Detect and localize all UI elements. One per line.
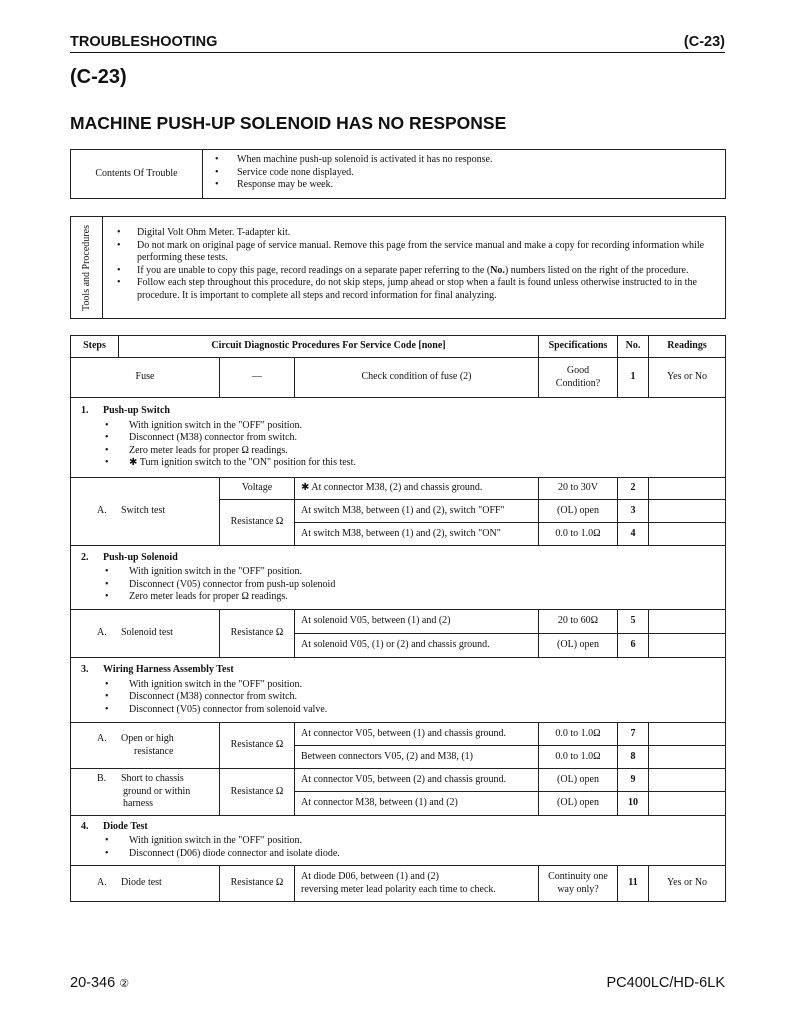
reading-cell <box>649 769 726 792</box>
no-cell: 3 <box>618 500 649 523</box>
list-item: • Disconnect (V05) connector from push-up solenoid <box>77 579 719 592</box>
fuse-reading: Yes or No <box>649 358 726 398</box>
voltage-label: Voltage <box>220 478 295 500</box>
section-push-up-solenoid: 2. Push-up Solenoid • With ignition switch in the "OFF" position. • Disconnect (V05) connector from push-up solenoid • Zero meter leads for proper Ω readings. <box>71 546 726 610</box>
star-icon: ✱ <box>129 457 138 469</box>
list-item: • Do not mark on original page of service manual. Remove this page from the service manual and make a copy for recording information while performing these tests. <box>111 240 719 265</box>
open-high-resistance-label: A. Open or high resistance <box>71 723 220 769</box>
star-icon: ✱ <box>301 482 310 494</box>
section-row <box>71 816 726 866</box>
tools-list <box>111 227 719 302</box>
procedure-cell: At switch M38, between (1) and (2), switch "ON" <box>295 523 539 546</box>
procedure-cell: At diode D06, between (1) and (2) reversing meter lead polarity each time to check. <box>295 866 539 902</box>
footer-model: PC400LC/HD-6LK <box>606 975 725 991</box>
solenoid-test-label: A. Solenoid test <box>71 610 220 658</box>
list-item: • Disconnect (D06) diode connector and isolate diode. <box>77 848 719 861</box>
reading-cell <box>649 610 726 634</box>
contents-label: Contents Of Trouble <box>71 150 203 198</box>
list-item: • Service code none displayed. <box>209 167 493 180</box>
fuse-name: Fuse <box>71 358 220 398</box>
col-header-spec: Specifications <box>539 336 618 358</box>
short-to-chassis-label: B. Short to chassis ground or within harness <box>71 769 220 816</box>
col-header-no: No. <box>618 336 649 358</box>
no-cell: 10 <box>618 792 649 816</box>
fuse-dash: — <box>220 358 295 398</box>
spec-cell: (OL) open <box>539 769 618 792</box>
section-diode-test: 4. Diode Test • With ignition switch in the "OFF" position. • Disconnect (D06) diode connector and isolate diode. <box>71 816 726 866</box>
list-item: • Disconnect (M38) connector from switch. <box>77 691 719 704</box>
list-item: • ✱ Turn ignition switch to the "ON" position for this test. <box>77 457 719 470</box>
list-item: • If you are unable to copy this page, record readings on a separate paper referring to the (No.) numbers listed on the right of the procedure. <box>111 265 719 278</box>
no-cell: 5 <box>618 610 649 634</box>
contents-list <box>209 154 493 192</box>
no-cell: 11 <box>618 866 649 902</box>
fuse-spec: Good Condition? <box>539 358 618 398</box>
section-wiring-harness: 3. Wiring Harness Assembly Test • With ignition switch in the "OFF" position. • Disconnect (M38) connector from switch. • Disconnect (V05) connector from solenoid valve. <box>71 658 726 723</box>
no-cell: 8 <box>618 746 649 769</box>
list-item: • With ignition switch in the "OFF" position. <box>77 566 719 579</box>
spec-cell: 20 to 30V <box>539 478 618 500</box>
table-row <box>71 866 726 902</box>
resistance-label: Resistance Ω <box>220 866 295 902</box>
col-header-procedure: Circuit Diagnostic Procedures For Service Code [none] <box>119 336 539 358</box>
no-cell: 9 <box>618 769 649 792</box>
list-item: • Zero meter leads for proper Ω readings. <box>77 591 719 604</box>
reading-cell <box>649 523 726 546</box>
procedure-cell: At switch M38, between (1) and (2), switch "OFF" <box>295 500 539 523</box>
revision-mark: ② <box>119 978 130 990</box>
no-cell: 2 <box>618 478 649 500</box>
trouble-code: (C-23) <box>70 66 127 88</box>
procedure-cell: Between connectors V05, (2) and M38, (1) <box>295 746 539 769</box>
procedure-cell: At connector V05, between (2) and chassis ground. <box>295 769 539 792</box>
table-header-row <box>71 336 726 358</box>
section-row <box>71 546 726 610</box>
section-row <box>71 658 726 723</box>
spec-cell: 0.0 to 1.0Ω <box>539 723 618 746</box>
reading-cell <box>649 634 726 658</box>
no-cell: 6 <box>618 634 649 658</box>
reading-cell <box>649 478 726 500</box>
reading-cell <box>649 723 726 746</box>
list-item: • Follow each step throughout this procedure, do not skip steps, jump ahead or stop when a fault is found unless otherwise instructed to in the procedure. It is important to complete all steps and record information for final analyzing. <box>111 277 719 302</box>
reading-cell <box>649 792 726 816</box>
spec-cell: 20 to 60Ω <box>539 610 618 634</box>
reading-cell <box>649 746 726 769</box>
procedure-cell: At solenoid V05, (1) or (2) and chassis ground. <box>295 634 539 658</box>
list-item: • With ignition switch in the "OFF" position. <box>77 679 719 692</box>
no-cell: 4 <box>618 523 649 546</box>
no-cell: 7 <box>618 723 649 746</box>
contents-of-trouble-box <box>70 149 726 199</box>
spec-cell: Continuity one way only? <box>539 866 618 902</box>
tools-label: Tools and Procedures <box>71 217 103 318</box>
col-header-readings: Readings <box>649 336 726 358</box>
spec-cell: (OL) open <box>539 792 618 816</box>
list-item: • With ignition switch in the "OFF" position. <box>77 420 719 433</box>
footer-page-number: 20-346 ② <box>70 975 130 991</box>
table-row <box>71 358 726 398</box>
table-row <box>71 478 726 500</box>
list-item: • With ignition switch in the "OFF" position. <box>77 835 719 848</box>
resistance-label: Resistance Ω <box>220 610 295 658</box>
list-item: • Zero meter leads for proper Ω readings. <box>77 445 719 458</box>
spec-cell: 0.0 to 1.0Ω <box>539 523 618 546</box>
spec-cell: (OL) open <box>539 634 618 658</box>
spec-cell: 0.0 to 1.0Ω <box>539 746 618 769</box>
list-item: • Disconnect (V05) connector from solenoid valve. <box>77 704 719 717</box>
fuse-no: 1 <box>618 358 649 398</box>
spec-cell: (OL) open <box>539 500 618 523</box>
list-item: • Disconnect (M38) connector from switch. <box>77 432 719 445</box>
list-item: • Digital Volt Ohm Meter. T-adapter kit. <box>111 227 719 240</box>
diode-test-label: A. Diode test <box>71 866 220 902</box>
switch-test-label: A. Switch test <box>71 478 220 546</box>
reading-cell: Yes or No <box>649 866 726 902</box>
fuse-procedure: Check condition of fuse (2) <box>295 358 539 398</box>
procedure-cell: At connector V05, between (1) and chassis ground. <box>295 723 539 746</box>
resistance-label: Resistance Ω <box>220 723 295 769</box>
running-header <box>70 33 725 53</box>
table-row <box>71 769 726 792</box>
list-item: • Response may be week. <box>209 179 493 192</box>
header-section: TROUBLESHOOTING <box>70 34 218 50</box>
col-header-steps: Steps <box>71 336 119 358</box>
list-item: • When machine push-up solenoid is activated it has no response. <box>209 154 493 167</box>
table-row <box>71 723 726 746</box>
diagnostic-table <box>70 335 726 902</box>
resistance-label: Resistance Ω <box>220 500 295 546</box>
resistance-label: Resistance Ω <box>220 769 295 816</box>
tools-procedures-box <box>70 216 726 319</box>
header-code: (C-23) <box>683 34 725 50</box>
table-row <box>71 610 726 634</box>
page-title: MACHINE PUSH-UP SOLENOID HAS NO RESPONSE <box>70 113 507 133</box>
reading-cell <box>649 500 726 523</box>
procedure-cell: ✱ At connector M38, (2) and chassis ground. <box>295 478 539 500</box>
procedure-cell: At solenoid V05, between (1) and (2) <box>295 610 539 634</box>
procedure-cell: At connector M38, between (1) and (2) <box>295 792 539 816</box>
section-push-up-switch: 1. Push-up Switch • With ignition switch in the "OFF" position. • Disconnect (M38) connector from switch. • Zero meter leads for proper Ω readings. • ✱ Turn ignition switch to the "ON" position for this test. <box>71 398 726 478</box>
section-row <box>71 398 726 478</box>
